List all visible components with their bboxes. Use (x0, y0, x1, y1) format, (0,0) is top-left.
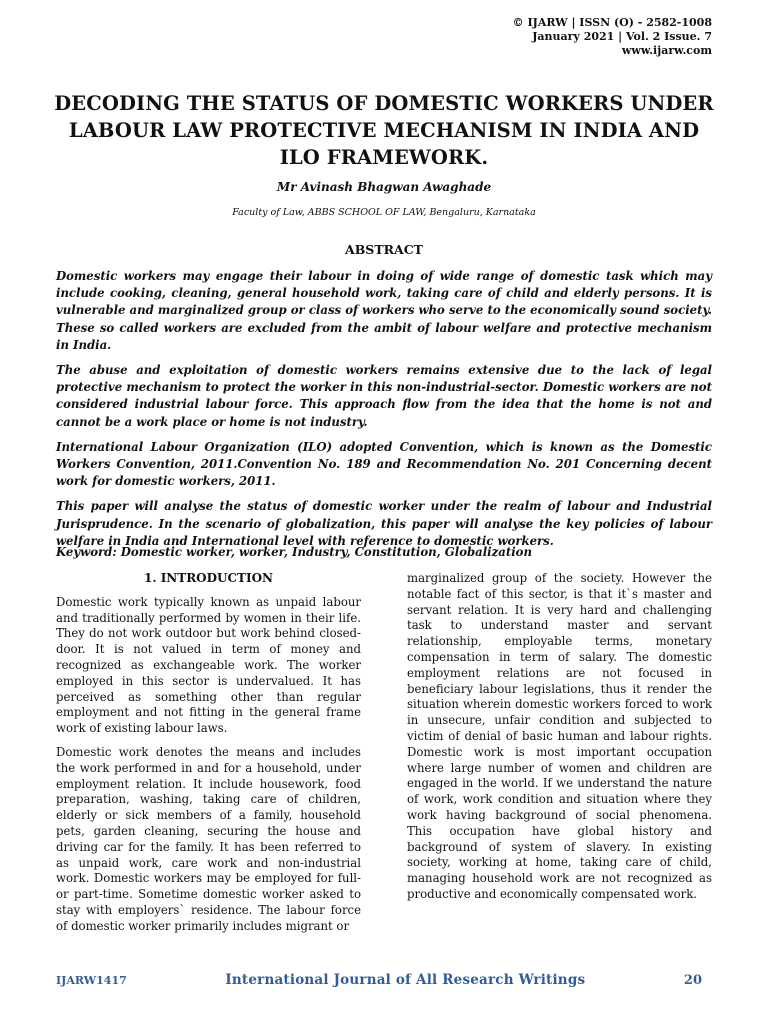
abstract-heading: ABSTRACT (345, 242, 423, 257)
body-paragraph: Domestic work denotes the means and includes the work performed in and for a household, under employment relation. It include housework, food preparation, washing, taking care of children, elderly or sick members of a family, household pets, garden cleaning, securing the house and driving car for the family. It has been referred to as unpaid work, care work and non-industrial work. Domestic workers may be employed for full- or part-time. Sometime domestic worker asked to stay with employers` residence. The labour force of domestic worker primarily includes migrant or (56, 744, 361, 933)
author-affiliation: Faculty of Law, ABBS SCHOOL OF LAW, Bengaluru, Karnataka (232, 207, 536, 218)
journal-website: www.ijarw.com (621, 44, 712, 57)
body-paragraph: Domestic work typically known as unpaid labour and traditionally performed by women in their life. They do not work outdoor but work behind closed-door. It is not valued in term of money and recognized as exchangeable work. The worker employed in this sector is undervalued. It has perceived as something other than regular employment and not fitting in the general frame work of existing labour laws. (56, 594, 361, 736)
section-heading: 1. INTRODUCTION (143, 571, 274, 585)
paper-title: DECODING THE STATUS OF DOMESTIC WORKERS UNDER LABOUR LAW PROTECTIVE MECHANISM IN INDIA AND ILO FRAMEWORK. (54, 92, 714, 169)
article-code: IJARW1417 (56, 974, 127, 987)
left-column (56, 571, 361, 943)
page-footer (56, 972, 702, 988)
copyright-issn: © IJARW | ISSN (O) - 2582-1008 (512, 16, 712, 29)
page-number: 20 (683, 973, 702, 988)
body-paragraph: marginalized group of the society. However the notable fact of this sector, is that it`s master and servant relation. It is very hard and challenging task to understand master and servant relationship, employable terms, monetary compensation in term of salary. The domestic employment relations are not focused in beneficiary labour legislations, thus it render the situation wherein domestic workers forced to work in unsecure, unfair condition and subjected to victim of denial of basic human and labour rights. Domestic work is most important occupation where large number of women and children are engaged in the world. If we understand the nature of work, work condition and situation where they work having background of social phenomena. This occupation have global history and background of system of slavery. In existing society, working at home, taking care of child, managing household work are not recognized as productive and economically compensated work. (407, 571, 712, 901)
journal-name: International Journal of All Research Writings (225, 972, 586, 988)
abstract-paragraph: The abuse and exploitation of domestic workers remains extensive due to the lack of legal protective mechanism to protect the worker in this non-industrial-sector. Domestic workers are not considered industrial labour force. This approach flow from the idea that the home is not and cannot be a work place or home is not industry. (56, 363, 712, 429)
keywords: Keyword: Domestic worker, worker, Industry, Constitution, Globalization (56, 545, 532, 559)
issue-date: January 2021 | Vol. 2 Issue. 7 (532, 30, 712, 43)
abstract-paragraph: International Labour Organization (ILO) adopted Convention, which is known as the Domestic Workers Convention, 2011.Convention No. 189 and Recommendation No. 201 Concerning decent work for domestic workers, 2011. (56, 439, 712, 489)
right-column (407, 571, 712, 911)
author-name: Mr Avinash Bhagwan Awaghade (276, 180, 492, 194)
abstract-body (56, 268, 712, 558)
journal-header-meta (513, 16, 712, 58)
abstract-paragraph: Domestic workers may engage their labour in doing of wide range of domestic task which may include cooking, cleaning, general household work, taking care of child and elderly persons. It is vulnerable and marginalized group or class of workers who serve to the economically sound society. These so called workers are excluded from the ambit of labour welfare and protective mechanism in India. (56, 269, 712, 352)
abstract-paragraph: This paper will analyse the status of domestic worker under the realm of labour and Industrial Jurisprudence. In the scenario of globalization, this paper will analyse the key policies of labour welfare in India and International level with reference to domestic workers. (56, 499, 712, 548)
